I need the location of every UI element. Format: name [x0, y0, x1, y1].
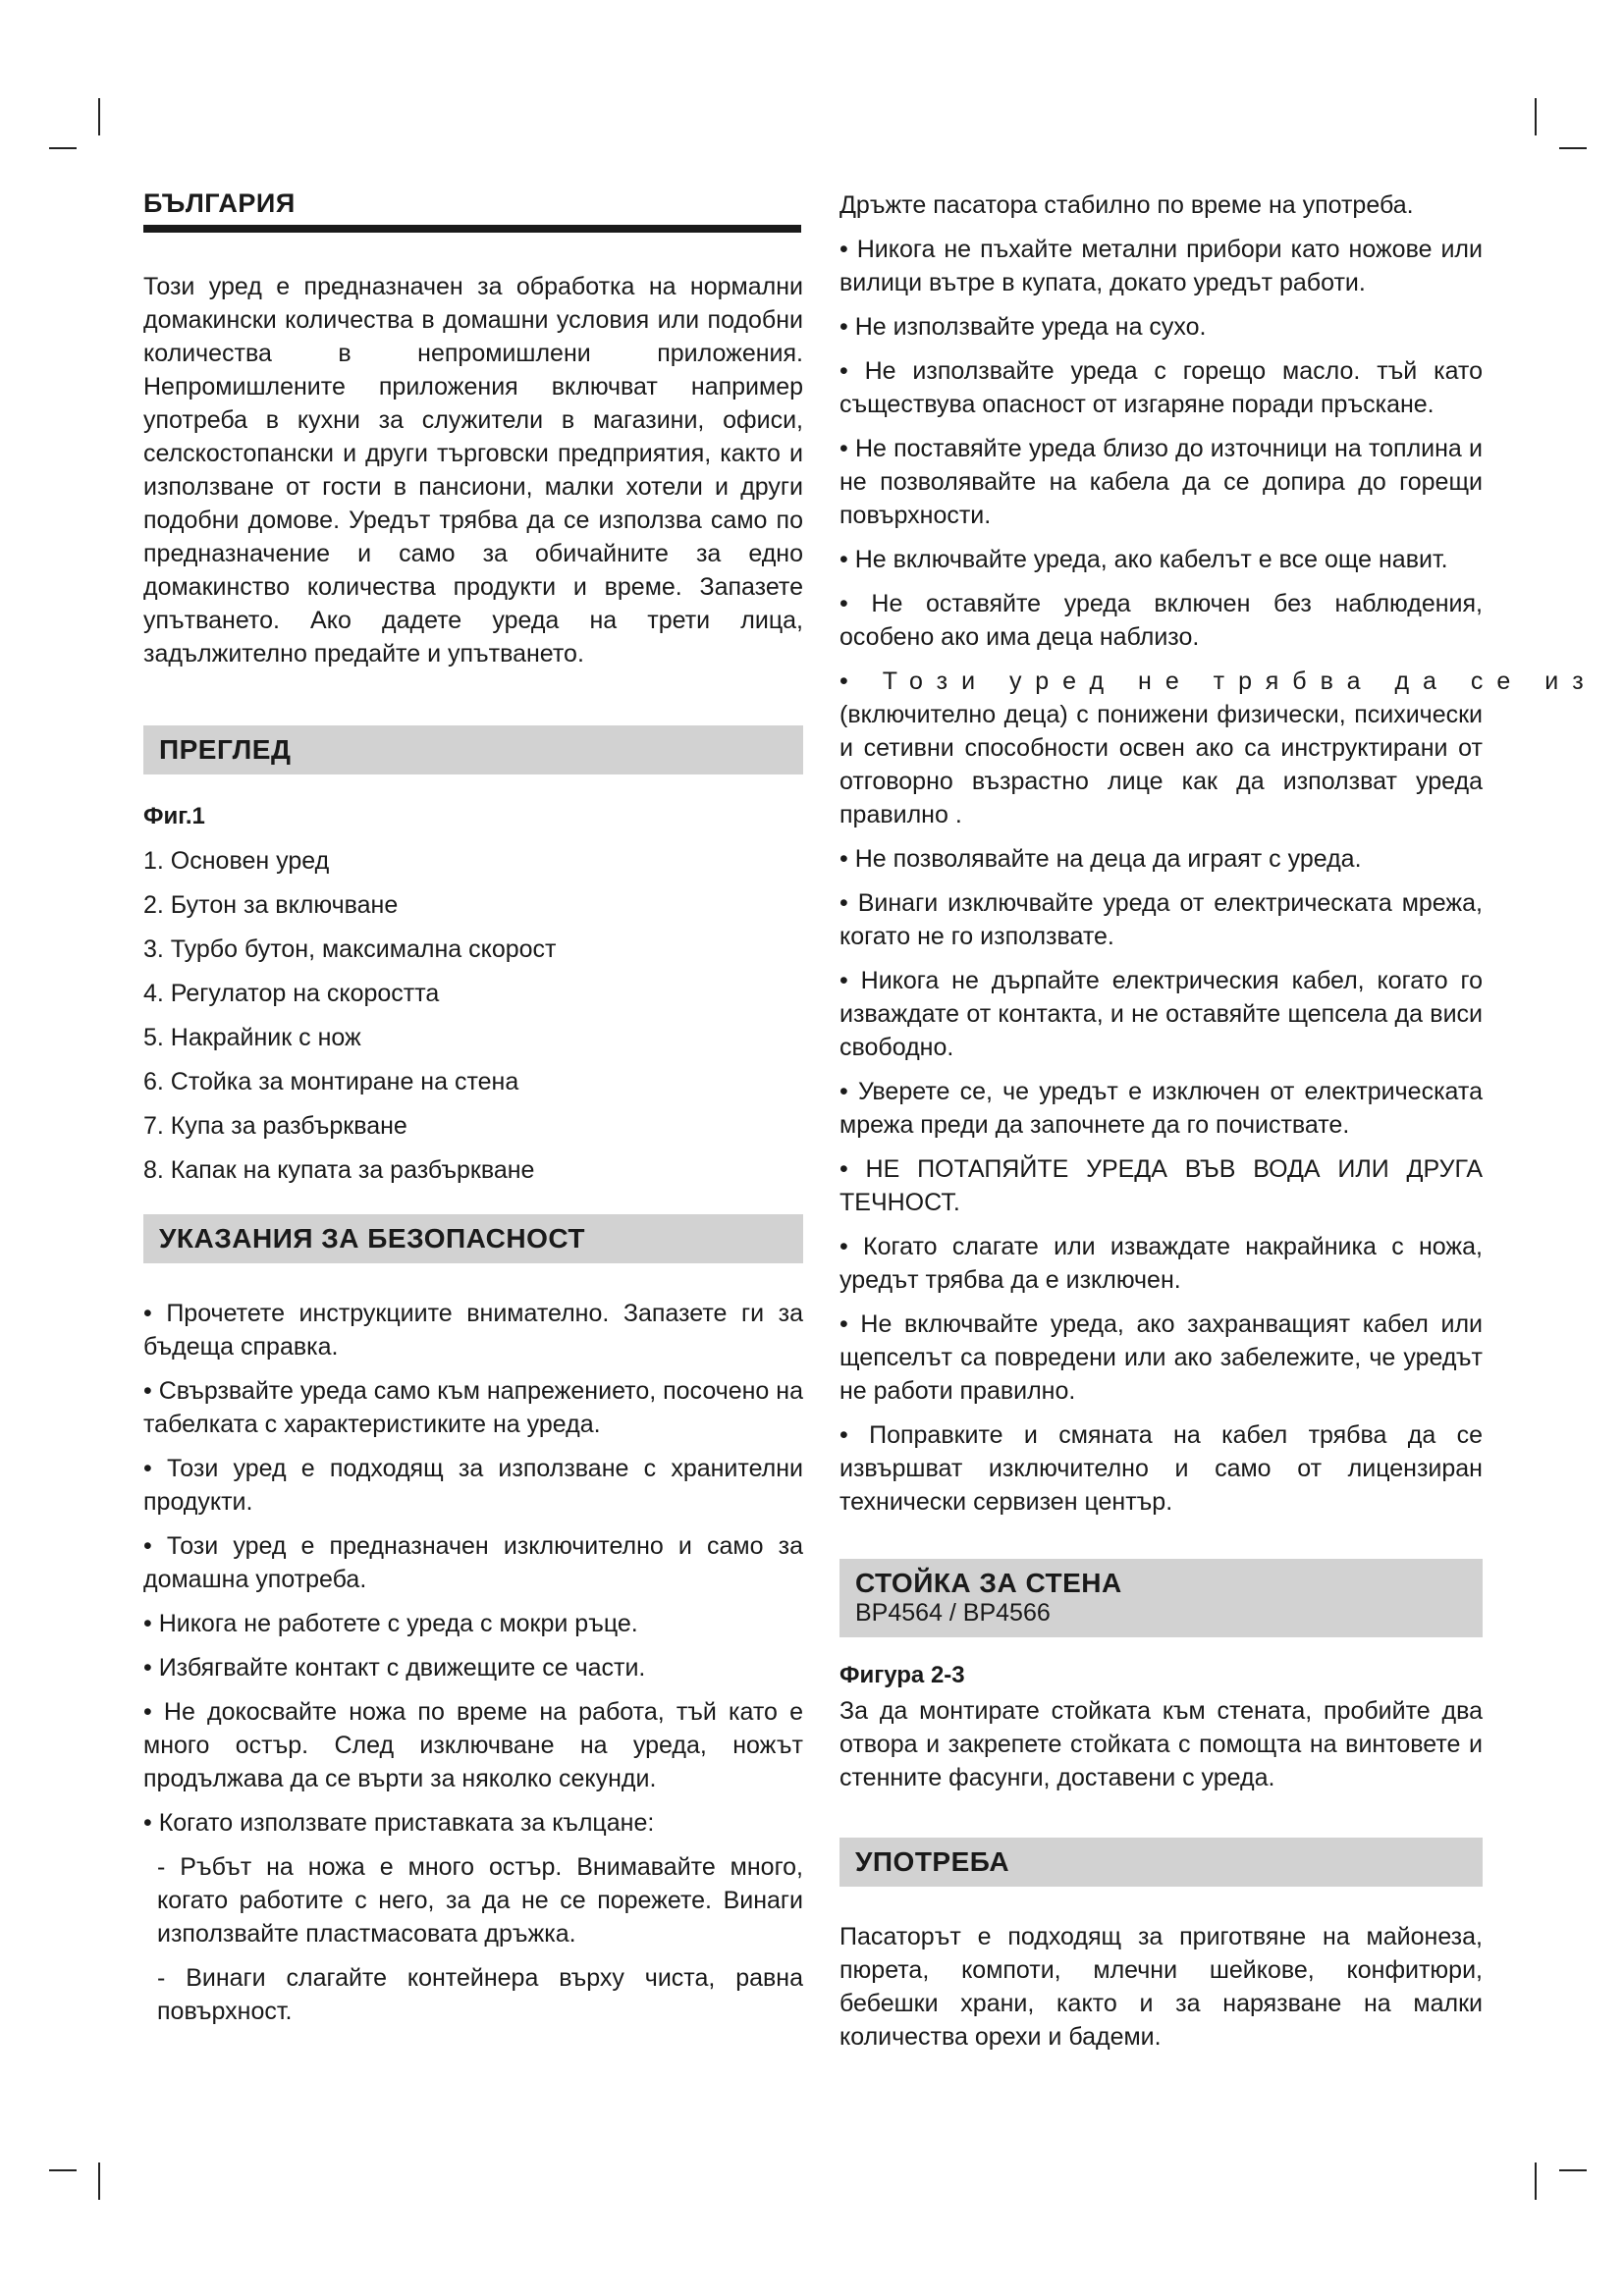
safety-item: • НЕ ПОТАПЯЙТЕ УРЕДА ВЪВ ВОДА ИЛИ ДРУГА ТЕЧНОСТ.	[839, 1155, 1483, 1216]
safety-item: (включително деца) с понижени физически, психически и сетивни способности освен ако са инструктирани от отговорно възрастно лице как да използват уреда правилно .	[839, 701, 1483, 828]
safety-item: • Когато използвате приставката за кълцане:	[143, 1809, 655, 1837]
safety-item: • Уверете се, че уредът е изключен от електрическата мрежа преди да започнете да го почиствате.	[839, 1078, 1483, 1139]
section-heading-overview: ПРЕГЛЕД	[143, 725, 803, 774]
list-item: 7. Купа за разбъркване	[143, 1112, 407, 1140]
safety-item: • Никога не пъхайте метални прибори като ножове или вилици вътре в купата, докато уредът работи.	[839, 236, 1483, 296]
safety-item: • Не оставяйте уреда включен без наблюдения, особено ако има деца наблизо.	[839, 590, 1483, 651]
crop-mark	[98, 2163, 100, 2200]
list-item: 2. Бутон за включване	[143, 891, 399, 919]
country-title: БЪЛГАРИЯ	[143, 188, 296, 218]
list-item: 5. Накрайник с нож	[143, 1024, 361, 1051]
safety-item: • Прочетете инструкциите внимателно. Запазете ги за бъдеща справка.	[143, 1300, 803, 1361]
safety-item: • Не използвайте уреда на сухо.	[839, 313, 1207, 341]
figure-label: Фигура 2-3	[839, 1662, 965, 1688]
crop-mark	[1535, 98, 1537, 135]
safety-item: • Поправките и смяната на кабел трябва да се извършват изключително и само от лицензиран технически сервизен център.	[839, 1421, 1483, 1516]
wall-mount-title: СТОЙКА ЗА СТЕНА	[855, 1568, 1122, 1598]
safety-item: • Когато слагате или изваждате накрайника с ножа, уредът трябва да е изключен.	[839, 1233, 1483, 1294]
figure-label: Фиг.1	[143, 803, 205, 829]
crop-mark	[1559, 2169, 1587, 2171]
safety-item: • Този уред е подходящ за използване с хранителни продукти.	[143, 1455, 803, 1516]
safety-item: • Свързвайте уреда само към напрежението, посочено на табелката с характеристиките на уреда.	[143, 1377, 803, 1438]
safety-item-truncated: • Този уред не трябва да се из	[839, 667, 1597, 695]
title-rule	[143, 225, 801, 233]
list-item: 1. Основен уред	[143, 847, 330, 875]
crop-mark	[49, 2169, 77, 2171]
safety-item: • Никога не дърпайте електрическия кабел, когато го изваждате от контакта, и не оставяйте щепсела да виси свободно.	[839, 967, 1483, 1061]
safety-list	[143, 1297, 803, 2028]
safety-subitem: - Ръбът на ножа е много остър. Внимавайте много, когато работите с него, за да не се порежете. Винаги използвайте пластмасовата дръжка.	[157, 1853, 803, 1948]
left-column	[143, 188, 803, 2039]
list-item: 6. Стойка за монтиране на стена	[143, 1068, 519, 1095]
safety-item: • Не включвайте уреда, ако захранващият кабел или щепселът са повредени или ако забележите, че уредът не работи правилно.	[839, 1310, 1483, 1405]
crop-mark	[49, 147, 77, 149]
safety-item: • Не използвайте уреда с горещо масло. тъй като съществува опасност от изгаряне поради пръскане.	[839, 357, 1483, 418]
wall-mount-text: За да монтирате стойката към стената, пробийте два отвора и закрепете стойката с помощта на винтовете и стенните фасунги, доставени с уреда.	[839, 1697, 1483, 1791]
crop-mark	[1535, 2163, 1537, 2200]
usage-text: Пасаторът е подходящ за приготвяне на майонеза, пюрета, компоти, млечни шейкове, конфитюри, бебешки храни, както и за нарязване на малки количества орехи и бадеми.	[839, 1923, 1483, 2051]
safety-item: • Не включвайте уреда, ако кабелът е все още навит.	[839, 546, 1448, 573]
safety-item: • Винаги изключвайте уреда от електрическата мрежа, когато не го използвате.	[839, 889, 1483, 950]
section-heading-wall-mount	[839, 1559, 1483, 1637]
safety-subitem: - Винаги слагайте контейнера върху чиста, равна повърхност.	[157, 1964, 803, 2025]
crop-mark	[98, 98, 100, 135]
safety-item: • Не докосвайте ножа по време на работа, тъй като е много остър. След изключване на уреда, ножът продължава да се върти за няколко секунди.	[143, 1698, 803, 1792]
safety-item: • Този уред е предназначен изключително и само за домашна употреба.	[143, 1532, 803, 1593]
safety-item: • Не поставяйте уреда близо до източници на топлина и не позволявайте на кабела да се допира до горещи повърхности.	[839, 435, 1483, 529]
list-item: 8. Капак на купата за разбъркване	[143, 1156, 535, 1184]
list-item: 4. Регулатор на скоростта	[143, 980, 440, 1007]
crop-mark	[1559, 147, 1587, 149]
safety-item: • Не позволявайте на деца да играят с уреда.	[839, 845, 1362, 873]
safety-item: • Избягвайте контакт с движещите се части.	[143, 1654, 646, 1682]
list-item: 3. Турбо бутон, максимална скорост	[143, 935, 557, 963]
intro-paragraph: Този уред е предназначен за обработка на нормални домакински количества в домашни условия или подобни количества в непромишлени приложения. Непромишлените приложения включват например употреба в кухни за служители в магазини, офиси, селскостопански и други търговски предприятия, както и използване от гости в пансиони, малки хотели и други подобни домове. Уредът трябва да се използва само по предназначение и само за обичайните за едно домакинство количества продукти и време. Запазете упътването. Ако дадете уреда на трети лица, задължително предайте и упътването.	[143, 273, 803, 667]
safety-item: Дръжте пасатора стабилно по време на употреба.	[839, 191, 1414, 219]
section-heading-usage: УПОТРЕБА	[839, 1838, 1483, 1887]
section-heading-safety: УКАЗАНИЯ ЗА БЕЗОПАСНОСТ	[143, 1214, 803, 1263]
parts-list	[143, 839, 803, 1193]
safety-item: • Никога не работете с уреда с мокри ръце.	[143, 1610, 638, 1637]
model-numbers: BP4564 / BP4566	[855, 1599, 1051, 1627]
right-column	[839, 188, 1597, 2054]
